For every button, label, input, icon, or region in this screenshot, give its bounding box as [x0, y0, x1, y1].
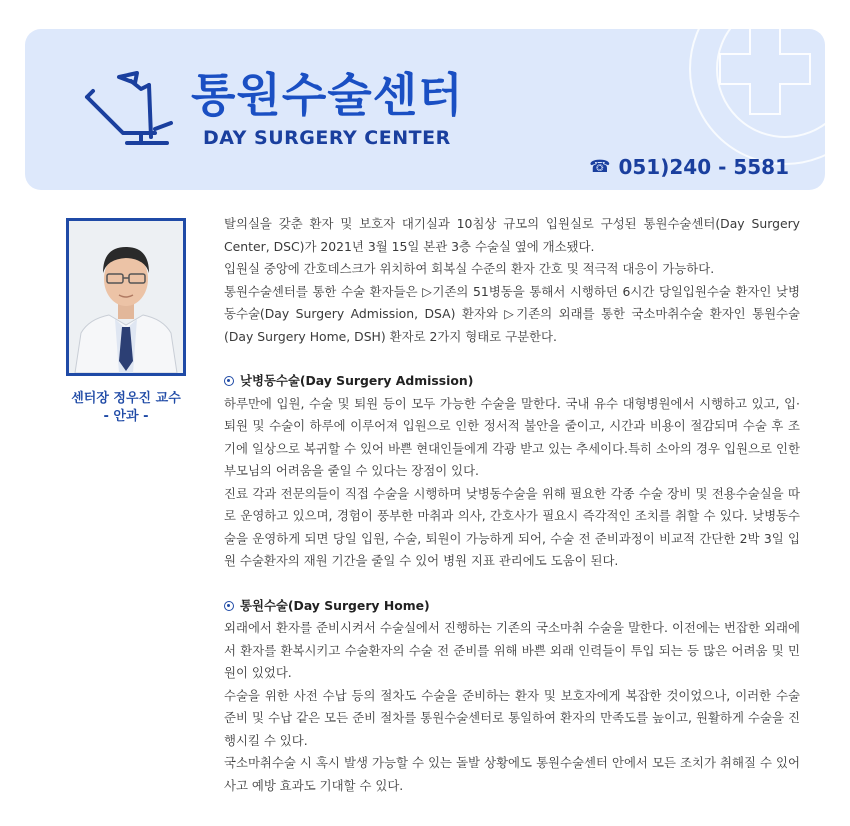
page-subtitle: DAY SURGERY CENTER — [203, 127, 451, 149]
telephone-icon: ☎ — [589, 157, 611, 177]
section-paragraph: 수술을 위한 사전 수납 등의 절차도 수술을 준비하는 환자 및 보호자에게 복잡한 것이었으나, 이러한 수술 준비 및 수납 같은 모든 준비 절차를 통원수술센터로 통일하여 환자의 만족도를 높이고, 원활하게 수술을 진행시킬 수 있다. — [224, 687, 800, 748]
section-paragraph: 하루만에 입원, 수술 및 퇴원 등이 모두 가능한 수술을 말한다. 국내 유수 대형병원에서 시행하고 있고, 입·퇴원 및 수술이 하루에 이루어져 입원으로 인한 정서적 불안을 줄이고, 시간과 비용이 절감되며 수술 후 조기에 일상으로 복귀할 수 있어 바쁜 현대인들에게 각광 받고 있는 추세이다.특히 소아의 경우 입원으로 인한 부모님의 어려움을 줄일 수 있다는 장점이 있다. — [224, 395, 800, 478]
article-body — [224, 213, 800, 797]
doctor-name: 센터장 정우진 교수 — [71, 391, 181, 406]
section-heading-text: 낮병동수술(Day Surgery Admission) — [240, 373, 474, 388]
header-banner — [25, 29, 825, 190]
doctor-caption — [66, 390, 186, 426]
section-heading-day-surgery-home — [224, 595, 800, 618]
doctor-profile — [66, 218, 186, 426]
section-paragraph: 국소마취수술 시 혹시 발생 가능할 수 있는 돌발 상황에도 통원수술센터 안에서 모든 조치가 취해질 수 있어 사고 예방 효과도 기대할 수 있다. — [224, 755, 800, 793]
intro-paragraph: 입원실 중앙에 간호데스크가 위치하여 회복실 수준의 환자 간호 및 적극적 대응이 가능하다. — [224, 261, 715, 276]
surgical-chair-icon — [83, 67, 183, 157]
circle-bullet-icon — [224, 376, 234, 386]
page-title: 통원수술센터 — [191, 68, 464, 122]
phone-number — [589, 155, 789, 179]
section-paragraph: 진료 각과 전문의들이 직접 수술을 시행하며 낮병동수술을 위해 필요한 각종 수술 장비 및 전용수술실을 따로 운영하고 있으며, 경험이 풍부한 마취과 의사, 간호사가 필요시 즉각적인 조치를 취할 수 있다. 낮병동수술을 운영하게 되면 당일 입원, 수술, 퇴원이 가능하게 되어, 수술 전 준비과정이 비교적 간단한 2박 3일 입원 수술환자의 재원 기간을 줄일 수 있어 병원 지표 관리에도 도움이 된다. — [224, 485, 800, 568]
circle-bullet-icon — [224, 601, 234, 611]
phone-number-text: 051)240 - 5581 — [618, 155, 789, 179]
section-heading-text: 통원수술(Day Surgery Home) — [240, 597, 430, 613]
section-paragraph: 외래에서 환자를 준비시켜서 수술실에서 진행하는 기존의 국소마취 수술을 말한다. 이전에는 번잡한 외래에서 환자를 환복시키고 수술환자의 수술 전 준비를 위해 바쁜 외래 인력들이 투입 되는 등 많은 어려움 및 민원이 있었다. — [224, 620, 800, 680]
section-heading-day-surgery-admission — [224, 370, 800, 393]
doctor-department: - 안과 - — [103, 409, 149, 424]
intro-paragraph: 탈의실을 갖춘 환자 및 보호자 대기실과 10침상 규모의 입원실로 구성된 통원수술센터(Day Surgery Center, DSC)가 2021년 3월 15일 본관 3층 수술실 옆에 개소됐다. — [224, 216, 800, 254]
intro-paragraph: 통원수술센터를 통한 수술 환자들은 ▷기존의 51병동을 통해서 시행하던 6시간 당일입원수술 환자인 낮병동수술(Day Surgery Admission, DSA) 환자와 ▷기존의 외래를 통한 국소마취수술 환자인 통원수술(Day Surgery Home, DSH) 환자로 2가지 형태로 구분한다. — [224, 283, 800, 344]
doctor-portrait-icon — [69, 221, 183, 373]
doctor-photo — [66, 218, 186, 376]
